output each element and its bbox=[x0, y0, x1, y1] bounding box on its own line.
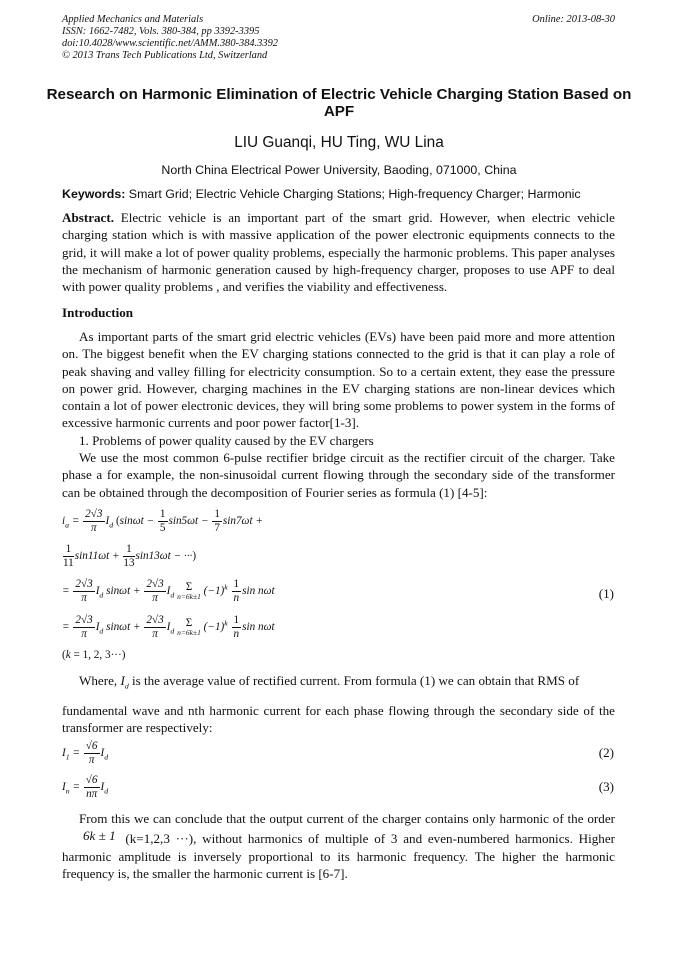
equation-1-line-4: = $\frac{2√3}{\pi}$ $I_d$ sinωt + $\frac{2√3}{\pi}$ $I_d$ Σ n=6k±1 $(-1)^k$ $\frac{1}{n}$ sin nωt bbox=[62, 614, 275, 640]
paragraph-where: Where, $I_d$ is the average value of rectified current. From formula (1) we can obtain that RMS of bbox=[79, 673, 580, 691]
conclusion-post: (k=1,2,3 ···), without harmonics of multiple of 3 and even-numbered harmonics. Higher harmonic amplitude is inversely proportional to its harmonic frequency. The higher the harmonic frequency is, the smaller the harmonic current is [6-7]. bbox=[62, 831, 615, 881]
equation-2: $I_1$ = $\frac{√6}{\pi}$ $I_d$ bbox=[62, 740, 109, 766]
keywords-text: Smart Grid; Electric Vehicle Charging Stations; High-frequency Charger; Harmonic bbox=[125, 187, 581, 201]
paragraph-rms bbox=[62, 702, 615, 737]
journal-header bbox=[62, 14, 278, 62]
online-date: Online: 2013-08-30 bbox=[532, 14, 615, 25]
equation-number-2: (2) bbox=[598, 745, 614, 760]
where-post: is the average value of rectified current. From formula (1) we can obtain that RMS of bbox=[128, 673, 580, 688]
order-expression: 6k ± 1 bbox=[83, 828, 116, 844]
equation-1-line-1: $i_a$ = $\frac{2√3}{\pi}$ $I_d$ (sinωt − $\frac{1}{5}$ sin5ωt − $\frac{1}{7}$ sin7ωt + bbox=[62, 508, 263, 534]
equation-number-3: (3) bbox=[598, 779, 614, 794]
introduction-body bbox=[62, 328, 615, 501]
paragraph-conclusion bbox=[62, 810, 615, 882]
issn-line: ISSN: 1662-7482, Vols. 380-384, pp 3392-3395 bbox=[62, 26, 260, 38]
author-list: LIU Guanqi, HU Ting, WU Lina bbox=[234, 134, 444, 151]
rms-text: fundamental wave and nth harmonic current for each phase flowing through the secondary side of the transformer are respectively: bbox=[62, 703, 615, 736]
intro-paragraph-2: We use the most common 6-pulse rectifier bridge circuit as the rectifier circuit of the charger. Take phase a for example, the non-sinusoidal current flowing through the secondary side of the transformer can be obtained through the decomposition of Fourier series as formula (1) [4-5]: bbox=[62, 450, 615, 500]
affiliation: North China Electrical Power University, Baoding, 071000, China bbox=[161, 163, 517, 177]
where-pre: Where, bbox=[79, 673, 121, 688]
equation-1-line-5: (k = 1, 2, 3···) bbox=[62, 649, 126, 661]
keywords bbox=[62, 187, 581, 201]
subsection-heading: 1. Problems of power quality caused by the EV chargers bbox=[79, 432, 374, 448]
conclusion-pre: From this we can conclude that the output current of the charger contains only harmonic of the order bbox=[79, 811, 615, 826]
copyright-line: © 2013 Trans Tech Publications Ltd, Switzerland bbox=[62, 50, 268, 62]
equation-number-1: (1) bbox=[598, 586, 614, 601]
equation-3: $I_n$ = $\frac{√6}{n\pi}$ $I_d$ bbox=[62, 774, 109, 800]
abstract-label: Abstract. bbox=[62, 210, 114, 225]
section-heading-introduction: Introduction bbox=[62, 305, 134, 320]
doi-line: doi:10.4028/www.scientific.net/AMM.380-384.3392 bbox=[62, 38, 278, 50]
abstract bbox=[62, 209, 615, 295]
journal-name: Applied Mechanics and Materials bbox=[62, 14, 204, 25]
abstract-text: Electric vehicle is an important part of the smart grid. However, when electric vehicle charging station which is with massive application of the power electronic equipments connects to the grid, it will make a lot of power quality problems, especially the harmonic problems. This paper analyses the mechanism of harmonic generation caused by high-frequency charger, proposes to use APF to deal with power quality problems , and verifies the viability and effectiveness. bbox=[62, 210, 615, 295]
paper-title: Research on Harmonic Elimination of Electric Vehicle Charging Station Based on APF bbox=[46, 86, 632, 120]
equation-1-line-3: = $\frac{2√3}{\pi}$ $I_d$ sinωt + $\frac{2√3}{\pi}$ $I_d$ Σ n=6k±1 $(-1)^k$ $\frac{1}{n}$ sin nωt bbox=[62, 578, 275, 604]
intro-paragraph-1: As important parts of the smart grid electric vehicles (EVs) have been paid more and more attention on. The biggest benefit when the EV charging stations connected to the grid is that it can play a role of peak shaving and valley filling for electricity consumption. So to a certain extent, they ease the pressure on power grid. However, charging machines in the EV charging stations are non-linear devices which contain a lot of power electronic devices, they will bring some problems to power system in the forms of excessive harmonic currents and poor power factor[1-3]. bbox=[62, 329, 615, 431]
equation-1-line-2: $\frac{1}{11}$ sin11ωt + $\frac{1}{13}$ sin13ωt − ···) bbox=[63, 543, 197, 569]
keywords-label: Keywords: bbox=[62, 187, 126, 201]
